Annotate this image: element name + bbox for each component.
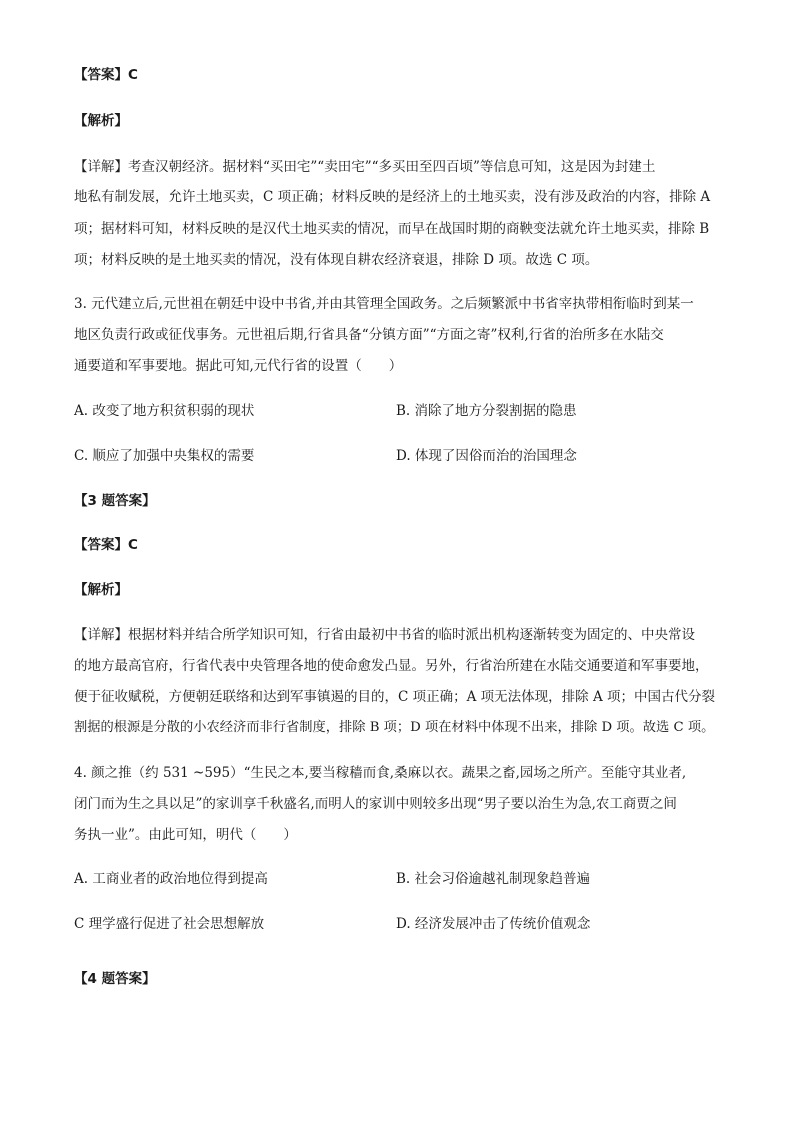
- q3-answer: 【答案】C: [74, 537, 138, 553]
- q3-option-d: D. 体现了因俗而治的治国理念: [396, 448, 577, 464]
- q3-answer-header: 【3 题答案】: [74, 493, 156, 509]
- q4-stem-line: 务执一业”。由此可知，明代（ ）: [74, 827, 297, 843]
- q3-stem-line: 通要道和军事要地。据此可知,元代行省的设置（ ）: [74, 358, 403, 374]
- q3-stem-line: 3. 元代建立后,元世祖在朝廷中设中书省,并由其管理全国政务。之后频繁派中书省宰执带相衔临时到某一: [74, 296, 694, 312]
- q2-detail-line: 项；材料反映的是土地买卖的情况，没有体现自耕农经济衰退，排除 D 项。故选 C 项。: [74, 252, 599, 268]
- q4-option-c: C 理学盛行促进了社会思想解放: [74, 916, 265, 932]
- q4-stem-line: 闭门而为生之具以足”的家训享千秋盛名,而明人的家训中则较多出现“男子要以治生为急,农工商贾之间: [74, 796, 677, 812]
- q3-detail-line: 割据的根源是分散的小农经济而非行省制度，排除 B 项；D 项在材料中体现不出来，排除 D 项。故选 C 项。: [74, 720, 715, 735]
- q4-option-d: D. 经济发展冲击了传统价值观念: [396, 916, 591, 932]
- q3-detail-line: 便于征收赋税，方便朝廷联络和达到军事镇遏的目的，C 项正确；A 项无法体现，排除 A 项；中国古代分裂: [74, 689, 715, 705]
- q3-option-a: A. 改变了地方积贫积弱的现状: [74, 403, 255, 419]
- q2-analysis-label: 【解析】: [74, 113, 128, 129]
- q3-detail-line: 【详解】根据材料并结合所学知识可知，行省由最初中书省的临时派出机构逐渐转变为固定的、中央常设: [74, 627, 695, 643]
- q3-analysis-label: 【解析】: [74, 582, 128, 598]
- q2-detail-line: 地私有制发展，允许土地买卖，C 项正确；材料反映的是经济上的土地买卖，没有涉及政治的内容，排除 A: [74, 189, 711, 205]
- q3-option-c: C. 顺应了加强中央集权的需要: [74, 448, 255, 464]
- q4-option-b: B. 社会习俗逾越礼制现象趋普遍: [396, 871, 591, 887]
- q4-stem-line: 4. 颜之推（约 531 ~595）“生民之本,要当稼穑而食,桑麻以衣。蔬果之畜,园场之所产。至能守其业者,: [74, 765, 687, 781]
- q3-detail-line: 的地方最高官府，行省代表中央管理各地的使命愈发凸显。另外，行省治所建在水陆交通要道和军事要地，: [74, 658, 709, 674]
- q3-option-b: B. 消除了地方分裂割据的隐患: [396, 403, 577, 419]
- q2-detail-line: 项；据材料可知，材料反映的是汉代土地买卖的情况，而早在战国时期的商鞅变法就允许土地买卖，排除 B: [74, 221, 710, 237]
- q2-detail-line: 【详解】考查汉朝经济。据材料“买田宅”“卖田宅”“多买田至四百顷”等信息可知，这是因为封建土: [74, 159, 656, 175]
- q4-answer-header: 【4 题答案】: [74, 971, 156, 987]
- q4-option-a: A. 工商业者的政治地位得到提高: [74, 871, 268, 887]
- q2-answer: 【答案】C: [74, 67, 138, 83]
- q3-stem-line: 地区负责行政或征伐事务。元世祖后期,行省具备“分镇方面”“方面之寄”权利,行省的治所多在水陆交: [74, 327, 664, 343]
